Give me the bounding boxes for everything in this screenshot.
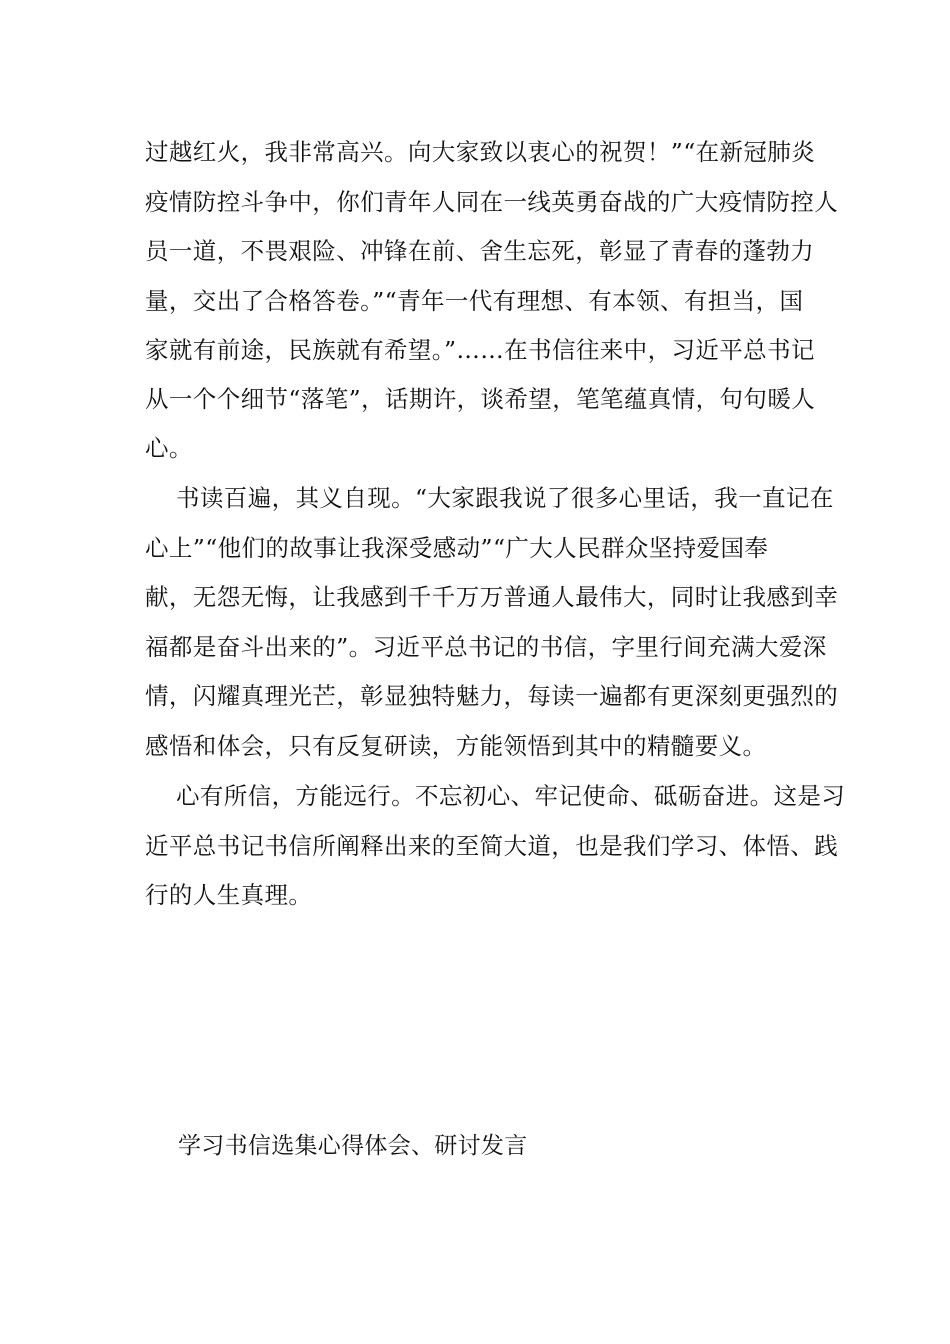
- paragraph-line: 近平总书记书信所阐释出来的至简大道，也是我们学习、体悟、践: [145, 832, 839, 860]
- paragraph-line: 心上”“他们的故事让我深受感动”“广大人民群众坚持爱国奉: [145, 534, 769, 562]
- paragraph-line: 情，闪耀真理光芒，彰显独特魅力，每读一遍都有更深刻更强烈的: [145, 682, 839, 710]
- paragraph-line: 书读百遍，其义自现。“大家跟我说了很多心里话，我一直记在: [176, 484, 834, 512]
- paragraph-line: 心。: [145, 434, 193, 462]
- paragraph-line: 员一道，不畏艰险、冲锋在前、舍生忘死，彰显了青春的蓬勃力: [145, 237, 815, 265]
- next-section-title: 学习书信选集心得体会、研讨发言: [178, 1133, 528, 1159]
- paragraph-line: 从一个个细节“落笔”，话期许，谈希望，笔笔蕴真情，句句暖人: [145, 385, 816, 413]
- paragraph-line: 献，无怨无悔，让我感到千千万万普通人最伟大，同时让我感到幸: [145, 583, 839, 611]
- paragraph-line: 家就有前途，民族就有希望。”……在书信往来中，习近平总书记: [145, 336, 815, 364]
- paragraph-line: 福都是奋斗出来的”。习近平总书记的书信，字里行间充满大爱深: [145, 633, 827, 661]
- paragraph-line: 量，交出了合格答卷。”“青年一代有理想、有本领、有担当，国: [145, 287, 804, 315]
- paragraph-line: 感悟和体会，只有反复研读，方能领悟到其中的精髓要义。: [145, 732, 767, 760]
- paragraph-line: 过越红火，我非常高兴。向大家致以衷心的祝贺！”“在新冠肺炎: [145, 138, 816, 166]
- paragraph-line: 行的人生真理。: [145, 881, 313, 909]
- paragraph-line: 心有所信，方能远行。不忘初心、牢记使命、砥砺奋进。这是习: [176, 782, 846, 810]
- paragraph-line: 疫情防控斗争中，你们青年人同在一线英勇奋战的广大疫情防控人: [145, 188, 839, 216]
